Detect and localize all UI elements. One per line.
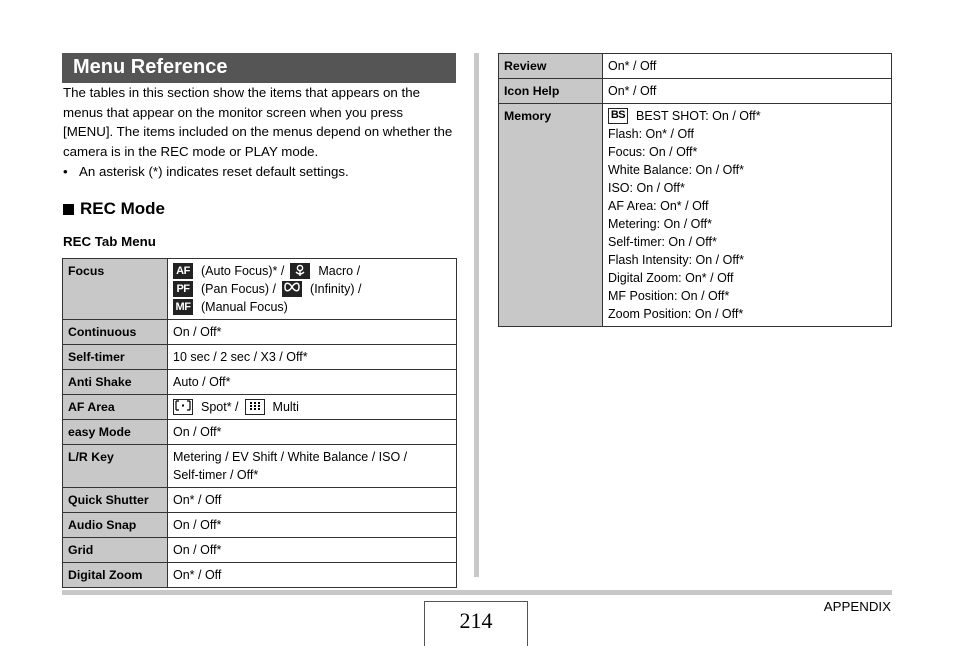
spot-text: Spot* / [201,400,239,414]
infinity-text: (Infinity) / [310,282,362,296]
table-row [63,445,457,488]
row-value-digital-zoom: On* / Off [168,563,457,588]
auto-focus-icon: AF [173,263,193,279]
auto-focus-text: (Auto Focus)* / [201,264,285,278]
table-row [63,320,457,345]
memory-item: Digital Zoom: On* / Off [608,271,734,285]
table-row [63,259,457,320]
memory-item: Zoom Position: On / Off* [608,307,744,321]
row-value-anti-shake: Auto / Off* [168,370,457,395]
bullet-dot-icon: • [63,164,68,179]
multi-af-icon [245,399,265,415]
pan-focus-text: (Pan Focus) / [201,282,277,296]
table-row [499,79,892,104]
table-row [63,538,457,563]
row-label-af-area: AF Area [63,395,168,420]
row-value-grid: On / Off* [168,538,457,563]
memory-item: AF Area: On* / Off [608,199,709,213]
memory-item-text: BEST SHOT: On / Off* [636,109,761,123]
table-row [63,420,457,445]
row-label-icon-help: Icon Help [499,79,603,104]
page-title: Menu Reference [62,53,456,83]
row-value-focus [168,259,457,320]
table-row [63,488,457,513]
memory-item: MF Position: On / Off* [608,289,730,303]
table-row [63,395,457,420]
multi-text: Multi [272,400,299,414]
lr-key-line-1: Metering / EV Shift / White Balance / ISO / [173,450,408,464]
row-label-memory: Memory [499,104,603,327]
row-value-continuous: On / Off* [168,320,457,345]
memory-item: ISO: On / Off* [608,181,685,195]
table-row [63,370,457,395]
manual-focus-text: (Manual Focus) [201,300,288,314]
focus-line-1 [173,262,451,280]
row-value-icon-help: On* / Off [603,79,892,104]
memory-item: Self-timer: On / Off* [608,235,717,249]
subsection-title: REC Tab Menu [63,234,156,249]
black-square-icon [63,204,74,215]
memory-item [608,107,886,125]
memory-item: Flash Intensity: On / Off* [608,253,744,267]
intro-bullet [63,162,456,182]
infinity-icon [282,281,302,297]
row-value-quick-shutter: On* / Off [168,488,457,513]
macro-text: Macro / [318,264,361,278]
memory-item: Metering: On / Off* [608,217,712,231]
table-row [63,513,457,538]
page-number: 214 [424,601,528,646]
row-value-easy-mode: On / Off* [168,420,457,445]
row-label-self-timer: Self-timer [63,345,168,370]
rec-tab-menu-table-continued [498,53,892,327]
row-value-audio-snap: On / Off* [168,513,457,538]
memory-item: Focus: On / Off* [608,145,698,159]
lr-key-line-2: Self-timer / Off* [173,468,259,482]
row-label-digital-zoom: Digital Zoom [63,563,168,588]
row-label-lr-key: L/R Key [63,445,168,488]
table-row [63,563,457,588]
best-shot-icon: BS [608,108,628,124]
row-value-af-area [168,395,457,420]
row-label-grid: Grid [63,538,168,563]
table-row [499,104,892,327]
footer-section-label: APPENDIX [823,599,891,614]
row-label-easy-mode: easy Mode [63,420,168,445]
row-label-continuous: Continuous [63,320,168,345]
bullet-text: An asterisk (*) indicates reset default settings. [79,164,349,179]
row-label-quick-shutter: Quick Shutter [63,488,168,513]
column-divider [474,53,479,577]
focus-line-2 [173,280,451,298]
rec-tab-menu-table [62,258,457,588]
table-row [499,54,892,79]
manual-focus-icon: MF [173,299,193,315]
row-label-audio-snap: Audio Snap [63,513,168,538]
memory-item: Flash: On* / Off [608,127,694,141]
memory-item: White Balance: On / Off* [608,163,744,177]
af-area-line [173,398,451,416]
spot-af-icon [173,399,193,415]
pan-focus-icon: PF [173,281,193,297]
table-row [63,345,457,370]
intro-paragraph: The tables in this section show the items that appears on the menus that appear on the monitor screen when you press [MENU]. The items included on the menus depend on whether the camera is in the REC mode or PLAY mode. [63,85,453,159]
row-value-lr-key [168,445,457,488]
row-label-anti-shake: Anti Shake [63,370,168,395]
section-heading [63,199,165,219]
focus-line-3 [173,298,451,316]
macro-flower-icon [290,263,310,279]
row-value-review: On* / Off [603,54,892,79]
row-value-self-timer: 10 sec / 2 sec / X3 / Off* [168,345,457,370]
intro [63,83,456,182]
row-label-focus: Focus [63,259,168,320]
row-value-memory [603,104,892,327]
section-title: REC Mode [80,199,165,218]
footer-rule [62,590,892,595]
row-label-review: Review [499,54,603,79]
